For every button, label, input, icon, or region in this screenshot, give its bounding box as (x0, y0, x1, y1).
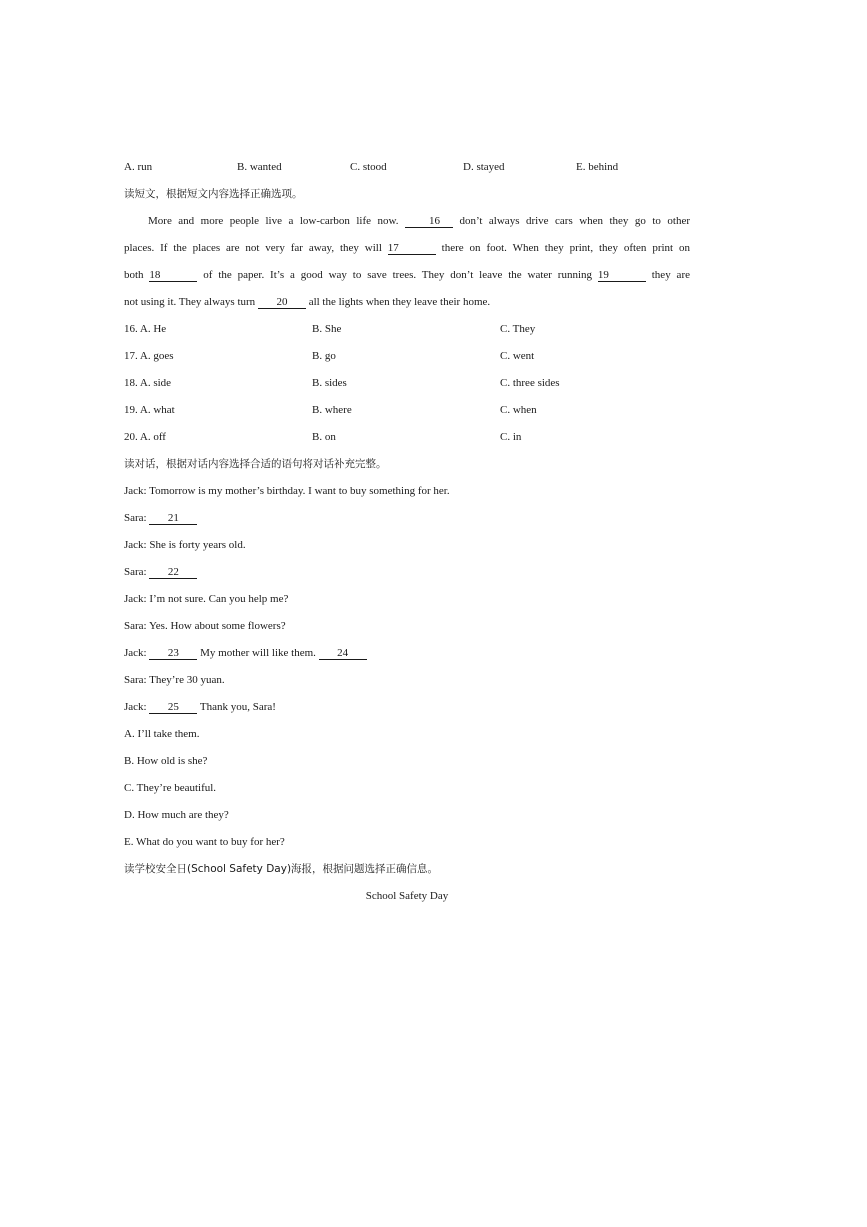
dialogue-line-3: Jack: She is forty years old. (124, 539, 246, 551)
dialogue-line-2: Sara: 21 (124, 511, 197, 525)
blank-21[interactable]: 21 (149, 512, 197, 525)
blank-19[interactable]: 19 (598, 269, 646, 282)
dialogue-line-1: Jack: Tomorrow is my mother’s birthday. I want to buy something for her. (124, 485, 450, 497)
blank-24[interactable]: 24 (319, 647, 367, 660)
dialogue-line-5: Jack: I’m not sure. Can you help me? (124, 593, 289, 605)
blank-25[interactable]: 25 (149, 701, 197, 714)
dialogue-line-9: Jack: 25 Thank you, Sara! (124, 701, 276, 713)
option-e: E. behind (576, 161, 619, 173)
choice-b[interactable]: B. How old is she? (124, 755, 208, 767)
section4-instruction: 读学校安全日(School Safety Day)海报，根据问题选择正确信息。 (124, 863, 439, 875)
poster-title: School Safety Day (365, 890, 449, 902)
section2-instruction: 读短文，根据短文内容选择正确选项。 (124, 188, 303, 200)
dialogue-line-7: Jack: 23 My mother will like them. 24 (124, 646, 367, 660)
q18-option-c[interactable]: C. three sides (500, 377, 560, 389)
q19-option-b[interactable]: B. where (312, 404, 352, 416)
option-a: A. run (124, 161, 153, 173)
blank-17[interactable]: 17 (388, 242, 436, 255)
q17-option-c[interactable]: C. went (500, 350, 535, 362)
blank-20[interactable]: 20 (258, 296, 306, 309)
blank-23[interactable]: 23 (149, 647, 197, 660)
option-c: C. stood (350, 161, 387, 173)
q16-option-c[interactable]: C. They (500, 323, 536, 335)
dialogue-line-8: Sara: They’re 30 yuan. (124, 674, 225, 686)
blank-18[interactable]: 18 (149, 269, 197, 282)
q17-option-a[interactable]: 17. A. goes (124, 350, 174, 362)
q20-option-a[interactable]: 20. A. off (124, 431, 166, 443)
choice-c[interactable]: C. They’re beautiful. (124, 782, 217, 794)
passage-line-2: places. If the places are not very far away, they will 17 there on foot. When they print, they often print on (124, 242, 690, 254)
option-b: B. wanted (237, 161, 282, 173)
q18-option-a[interactable]: 18. A. side (124, 377, 172, 389)
blank-22[interactable]: 22 (149, 566, 197, 579)
q17-option-b[interactable]: B. go (312, 350, 336, 362)
q19-option-c[interactable]: C. when (500, 404, 537, 416)
dialogue-line-6: Sara: Yes. How about some flowers? (124, 620, 286, 632)
option-d: D. stayed (463, 161, 505, 173)
q18-option-b[interactable]: B. sides (312, 377, 347, 389)
q16-option-b[interactable]: B. She (312, 323, 342, 335)
blank-16[interactable]: 16 (405, 215, 453, 228)
passage-line-3: both 18 of the paper. It’s a good way to save trees. They don’t leave the water running 19 they are (124, 269, 690, 281)
q19-option-a[interactable]: 19. A. what (124, 404, 175, 416)
choice-a[interactable]: A. I’ll take them. (124, 728, 200, 740)
section3-instruction: 读对话，根据对话内容选择合适的语句将对话补充完整。 (124, 458, 387, 470)
dialogue-line-4: Sara: 22 (124, 565, 197, 579)
choice-e[interactable]: E. What do you want to buy for her? (124, 836, 285, 848)
passage-line-4: not using it. They always turn 20 all the lights when they leave their home. (124, 296, 491, 308)
passage-line-1: More and more people live a low-carbon life now. 16 don’t always drive cars when they go to other (148, 215, 690, 227)
q20-option-c[interactable]: C. in (500, 431, 522, 443)
choice-d[interactable]: D. How much are they? (124, 809, 229, 821)
q16-option-a[interactable]: 16. A. He (124, 323, 167, 335)
q20-option-b[interactable]: B. on (312, 431, 336, 443)
